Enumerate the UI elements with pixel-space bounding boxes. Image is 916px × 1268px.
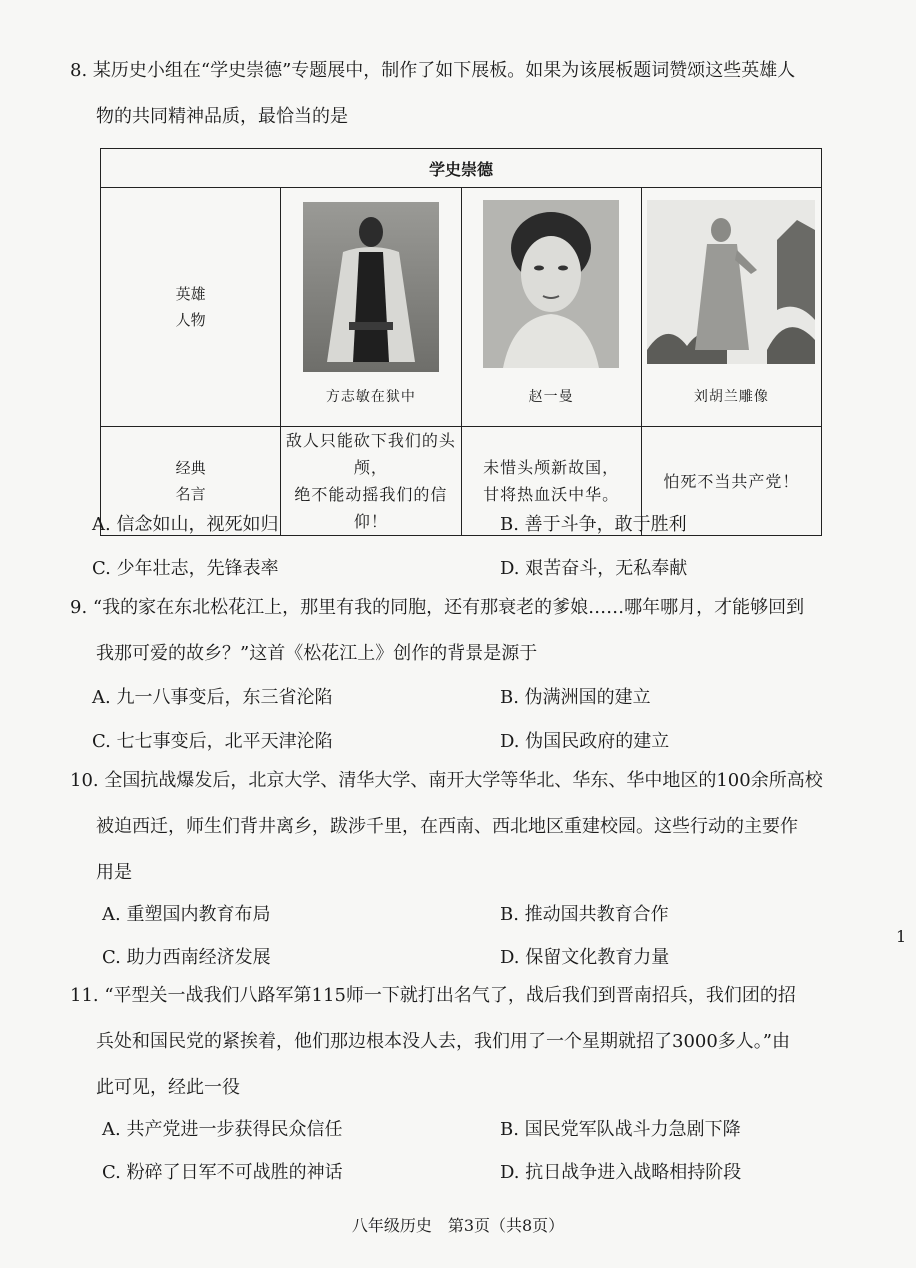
question-10-line-3: 用是 xyxy=(96,862,132,883)
row-label-quotes: 经典 名言 xyxy=(101,427,281,536)
quote-zhao-yiman: 未惜头颅新故国， 甘将热血沃中华。 xyxy=(461,427,641,536)
fang-zhimin-photo xyxy=(303,202,439,372)
question-8-line-1: 8. 某历史小组在“学史崇德”专题展中，制作了如下展板。如果为该展板题词赞颂这些英雄人 xyxy=(70,60,796,81)
question-9-option-d[interactable]: D. 伪国民政府的建立 xyxy=(500,731,670,752)
hero-cell-fang-zhimin xyxy=(281,188,461,427)
row-label-heroes: 英雄 人物 xyxy=(101,188,281,427)
caption-liu-hulan: 刘胡兰雕像 xyxy=(693,389,769,405)
liu-hulan-statue-photo xyxy=(647,200,815,364)
question-10-option-c[interactable]: C. 助力西南经济发展 xyxy=(102,947,271,968)
caption-zhao-yiman: 赵一曼 xyxy=(528,389,574,405)
zhao-yiman-photo xyxy=(483,200,619,368)
question-10-line-2: 被迫西迁，师生们背井离乡，跋涉千里，在西南、西北地区重建校园。这些行动的主要作 xyxy=(96,816,798,837)
question-8-option-d[interactable]: D. 艰苦奋斗，无私奉献 xyxy=(500,558,688,579)
quote-liu-hulan: 怕死不当共产党！ xyxy=(641,427,821,536)
question-8-option-a[interactable]: A. 信念如山，视死如归 xyxy=(92,514,279,535)
caption-fang-zhimin: 方志敏在狱中 xyxy=(325,389,416,405)
question-10-option-b[interactable]: B. 推动国共教育合作 xyxy=(500,904,669,925)
question-10-option-d[interactable]: D. 保留文化教育力量 xyxy=(500,947,670,968)
question-8-stem xyxy=(70,48,840,140)
question-10-line-1: 10. 全国抗战爆发后，北京大学、清华大学、南开大学等华北、华东、华中地区的100余所高校 xyxy=(70,770,823,791)
margin-mark: 1 xyxy=(896,927,907,946)
question-11-stem xyxy=(70,973,840,1111)
question-9-line-1: 9. “我的家在东北松花江上，那里有我的同胞，还有那衰老的爹娘……哪年哪月，才能够回到 xyxy=(70,597,805,618)
question-10-stem xyxy=(70,758,840,896)
question-11-line-1: 11. “平型关一战我们八路军第115师一下就打出名气了，战后我们到晋南招兵，我们团的招 xyxy=(70,985,796,1006)
question-11-option-d[interactable]: D. 抗日战争进入战略相持阶段 xyxy=(500,1162,742,1183)
question-9-line-2: 我那可爱的故乡？”这首《松花江上》创作的背景是源于 xyxy=(96,643,538,664)
question-9-option-b[interactable]: B. 伪满洲国的建立 xyxy=(500,687,651,708)
question-9-option-a[interactable]: A. 九一八事变后，东三省沦陷 xyxy=(92,687,333,708)
question-8-option-c[interactable]: C. 少年壮志，先锋表率 xyxy=(92,558,279,579)
hero-cell-zhao-yiman xyxy=(461,188,641,427)
question-11-line-2: 兵处和国民党的紧挨着，他们那边根本没人去，我们用了一个星期就招了3000多人。”由 xyxy=(96,1031,791,1052)
question-9-stem xyxy=(70,585,840,677)
question-11-line-3: 此可见，经此一役 xyxy=(96,1077,240,1098)
exhibit-title: 学史崇德 xyxy=(101,149,822,188)
question-9-option-c[interactable]: C. 七七事变后，北平天津沦陷 xyxy=(92,731,333,752)
quote-fang-zhimin: 敌人只能砍下我们的头颅， 绝不能动摇我们的信仰！ xyxy=(281,427,461,536)
page-footer: 八年级历史 第3页（共8页） xyxy=(351,1216,565,1235)
exhibit-table xyxy=(100,148,822,536)
question-11-option-a[interactable]: A. 共产党进一步获得民众信任 xyxy=(102,1119,343,1140)
question-11-option-c[interactable]: C. 粉碎了日军不可战胜的神话 xyxy=(102,1162,343,1183)
question-10-option-a[interactable]: A. 重塑国内教育布局 xyxy=(102,904,271,925)
question-8-option-b[interactable]: B. 善于斗争，敢于胜利 xyxy=(500,514,687,535)
question-8-line-2: 物的共同精神品质，最恰当的是 xyxy=(96,106,348,127)
hero-cell-liu-hulan xyxy=(641,188,821,427)
question-11-option-b[interactable]: B. 国民党军队战斗力急剧下降 xyxy=(500,1119,741,1140)
